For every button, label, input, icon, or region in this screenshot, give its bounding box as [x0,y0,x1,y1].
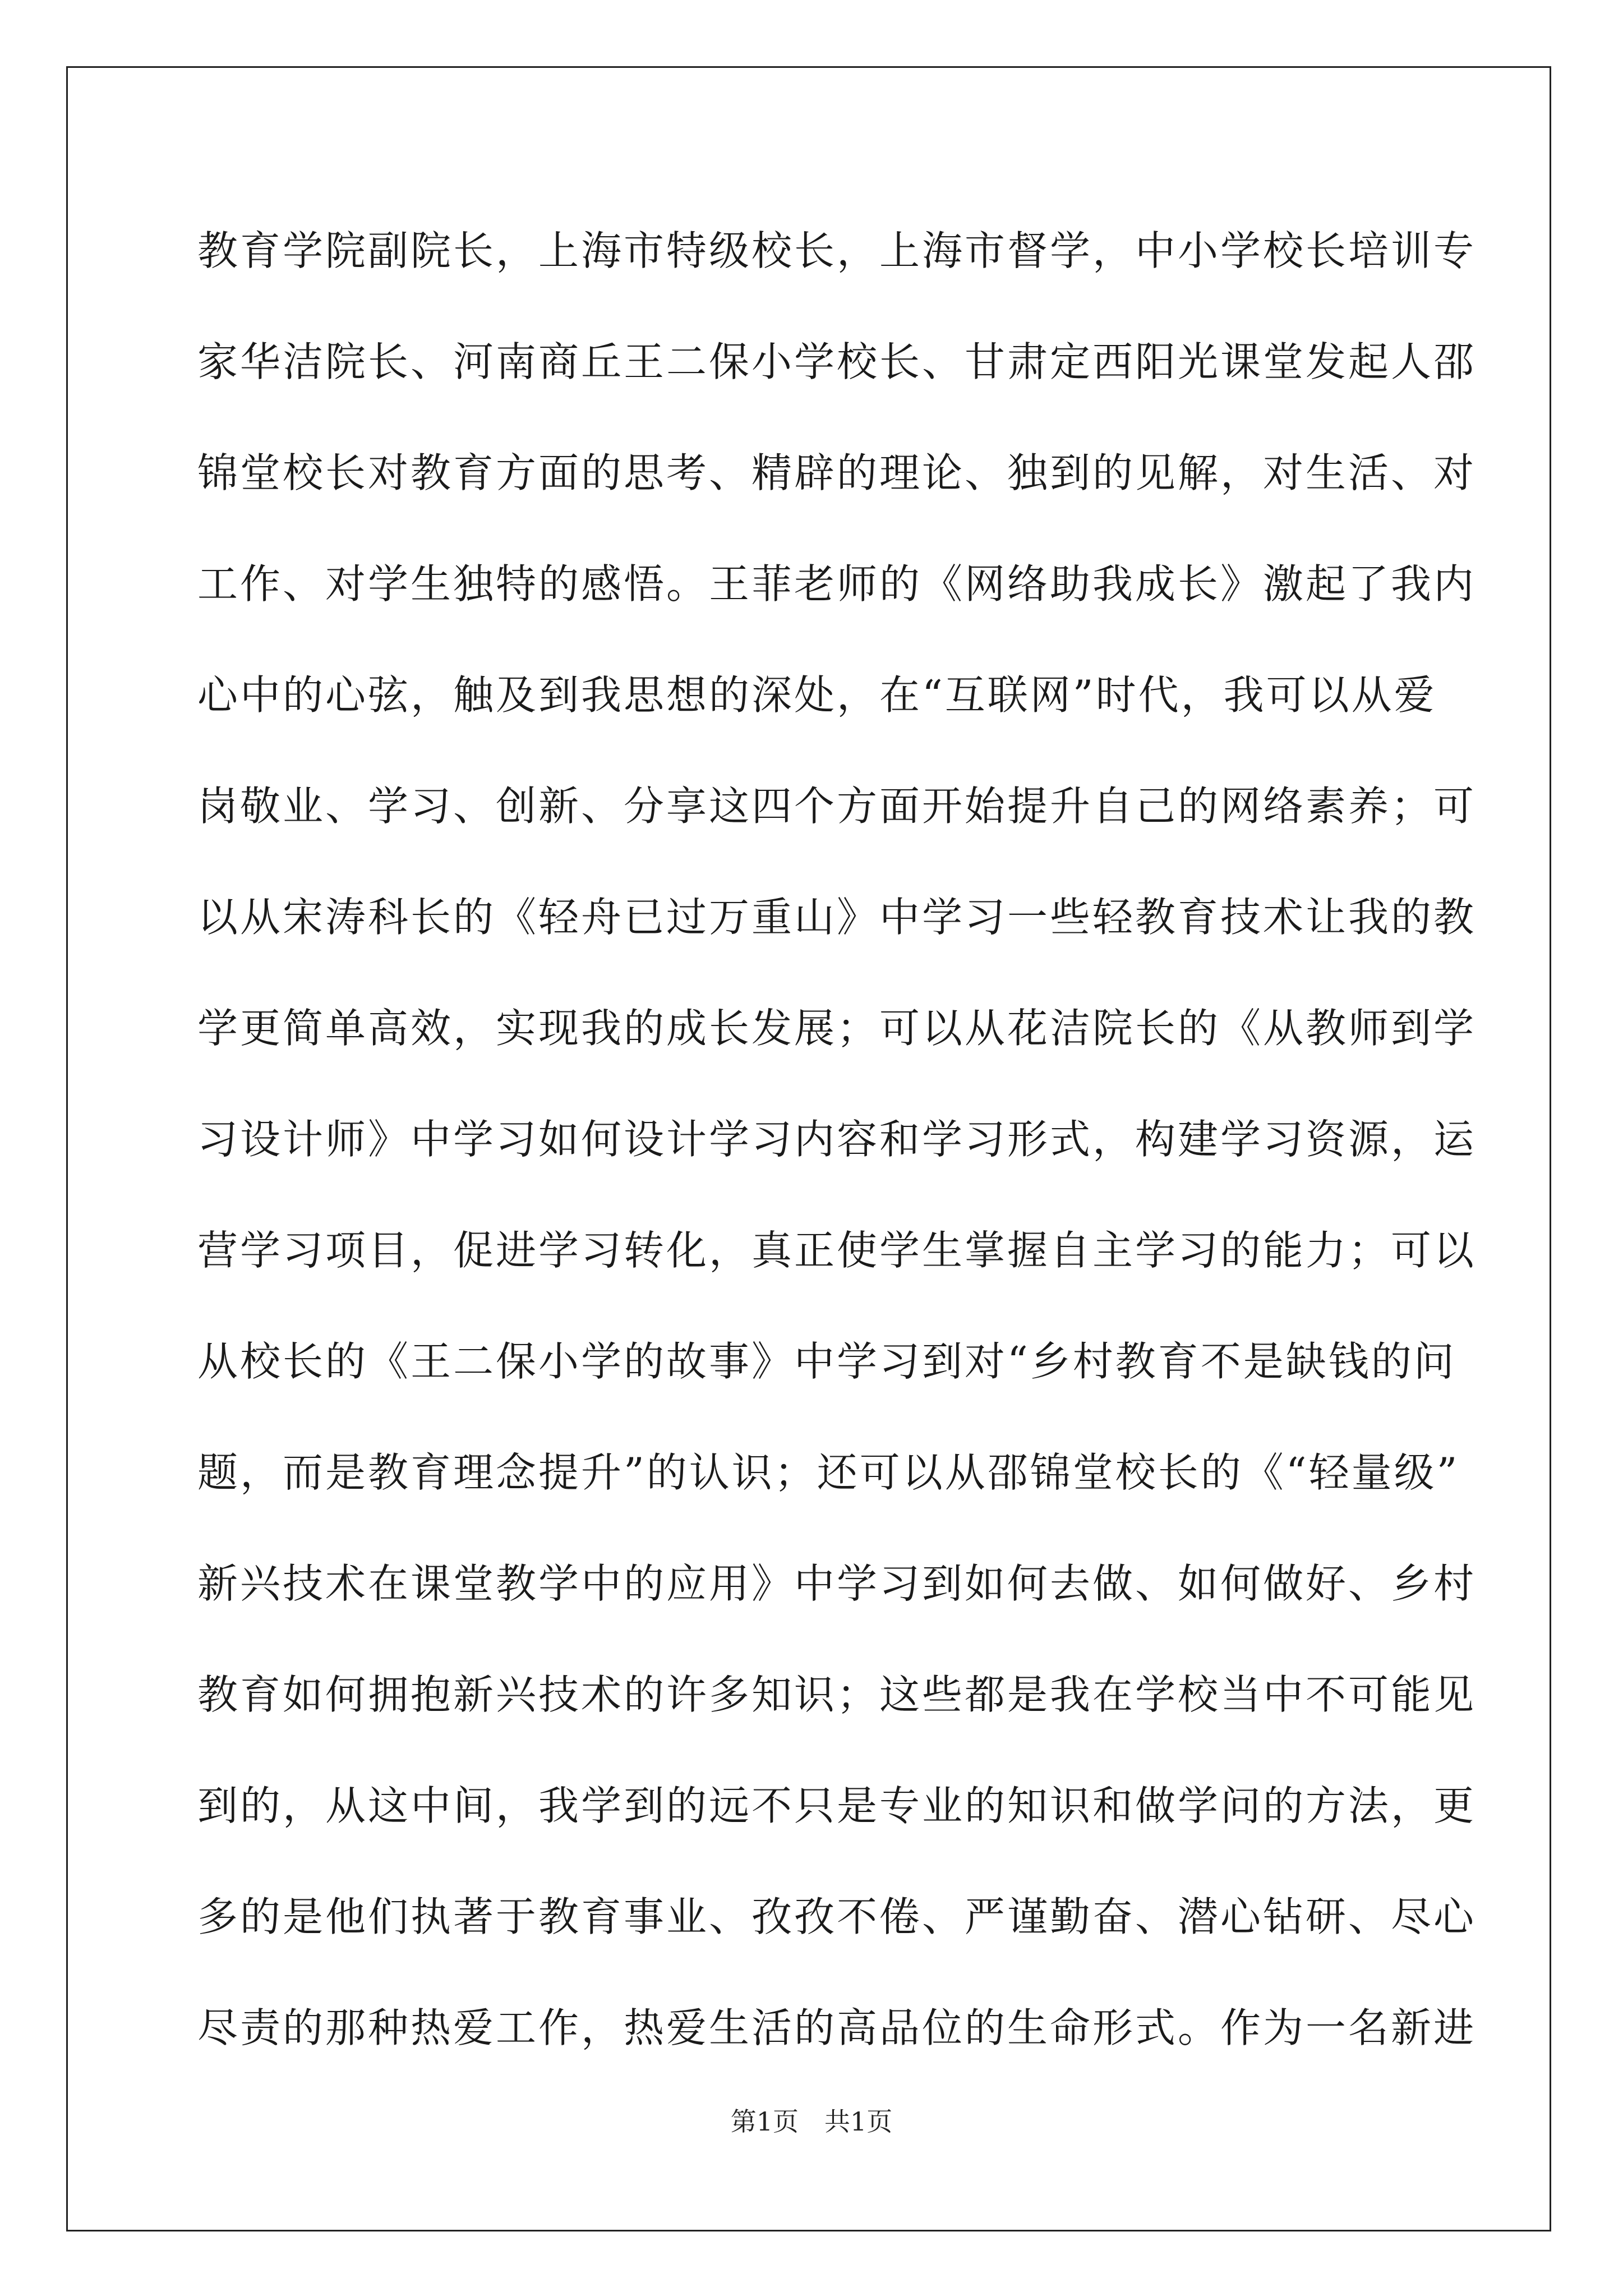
text-line: 锦堂校长对教育方面的思考、精辟的理论、独到的见解，对生活、对 [197,449,1477,496]
document-body [197,220,1477,2108]
text-line: 家华洁院长、河南商丘王二保小学校长、甘肃定西阳光课堂发起人邵 [197,338,1477,385]
text-line: 岗敬业、学习、创新、分享这四个方面开始提升自己的网络素养；可 [197,783,1477,830]
text-line: 从校长的《王二保小学的故事》中学习到对“乡村教育不是缺钱的问 [197,1338,1456,1385]
text-line: 题，而是教育理念提升”的认识；还可以从邵锦堂校长的《“轻量级” [197,1449,1460,1496]
text-line: 以从宋涛科长的《轻舟已过万重山》中学习一些轻教育技术让我的教 [197,894,1477,941]
text-line: 新兴技术在课堂教学中的应用》中学习到如何去做、如何做好、乡村 [197,1560,1477,1607]
text-line: 习设计师》中学习如何设计学习内容和学习形式，构建学习资源，运 [197,1116,1477,1163]
text-line: 营学习项目，促进学习转化，真正使学生掌握自主学习的能力；可以 [197,1227,1477,1274]
text-line: 心中的心弦，触及到我思想的深处，在“互联网”时代，我可以从爱 [197,671,1437,719]
page-number: 第1页 [730,2106,799,2137]
text-line: 学更简单高效，实现我的成长发展；可以从花洁院长的《从教师到学 [197,1005,1477,1052]
text-line: 教育如何拥抱新兴技术的许多知识；这些都是我在学校当中不可能见 [197,1671,1477,1718]
page-footer [0,2105,1623,2138]
text-line: 工作、对学生独特的感悟。王菲老师的《网络助我成长》激起了我内 [197,560,1477,608]
text-line: 到的，从这中间，我学到的远不只是专业的知识和做学问的方法，更 [197,1782,1477,1829]
page-total: 共1页 [824,2106,893,2137]
text-line: 教育学院副院长，上海市特级校长，上海市督学，中小学校长培训专 [197,227,1477,274]
text-line: 尽责的那种热爱工作，热爱生活的高品位的生命形式。作为一名新进 [197,2004,1477,2051]
text-line: 多的是他们执著于教育事业、孜孜不倦、严谨勤奋、潜心钻研、尽心 [197,1893,1477,1940]
